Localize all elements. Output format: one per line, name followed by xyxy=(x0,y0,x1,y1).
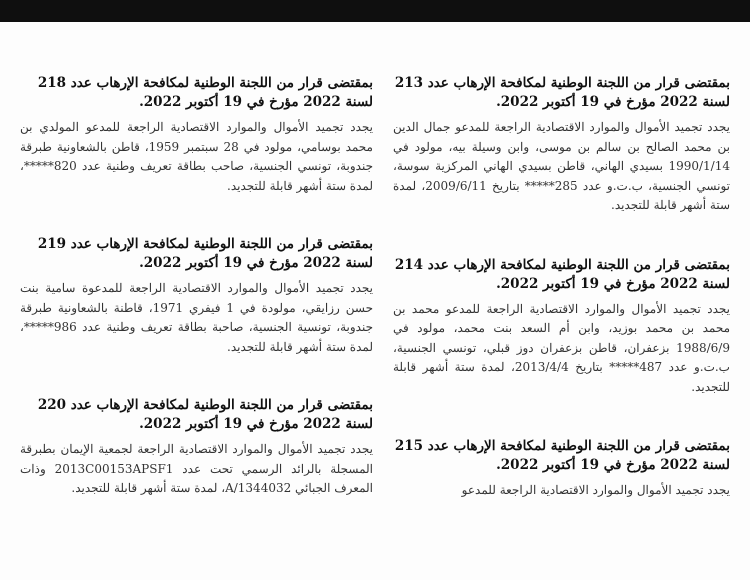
decree-title: بمقتضى قرار من اللجنة الوطنية لمكافحة الإرهاب عدد 220 لسنة 2022 مؤرخ في 19 أكتوبر 2022. xyxy=(37,397,373,432)
decree-body: يجدد تجميد الأموال والموارد الاقتصادية الراجعة للمدعو جمال الدين بن محمد الصالح بن سالم بن موسى، وابن وسيلة بيه، مولود في 1990/1/14 بسيدي الهاني، قاطن بسيدي الهاني المركزية سوسة، تونسي الجنسية، ب.ت.و عدد 285***** بتاريخ 2009/6/11، لمدة ستة أشهر قابلة للتجديد. xyxy=(393,120,730,212)
left-column xyxy=(20,74,373,538)
decree-body: يجدد تجميد الأموال والموارد الاقتصادية الراجعة للمدعو محمد بن محمد بن محمد بوزيد، وابن أم السعد بنت محمد، مولود في 1988/6/9 بزعفران، قاطن بزعفران دوز قبلي، تونسي الجنسية، ب.ت.و عدد 487***** بتاريخ 2013/4/4، لمدة ستة أشهر قابلة للتجديد. xyxy=(393,301,730,394)
decree-entry-214 xyxy=(393,256,730,398)
decree-title: بمقتضى قرار من اللجنة الوطنية لمكافحة الإرهاب عدد 218 لسنة 2022 مؤرخ في 19 أكتوبر 2022. xyxy=(37,75,373,110)
right-column xyxy=(393,74,730,541)
decree-title: بمقتضى قرار من اللجنة الوطنية لمكافحة الإرهاب عدد 214 لسنة 2022 مؤرخ في 19 أكتوبر 2022. xyxy=(394,256,730,292)
decree-entry-218 xyxy=(20,74,373,196)
decree-title: بمقتضى قرار من اللجنة الوطنية لمكافحة الإرهاب عدد 219 لسنة 2022 مؤرخ في 19 أكتوبر 2022. xyxy=(37,236,373,271)
decree-body: يجدد تجميد الأموال والموارد الاقتصادية الراجعة لجمعية الإيمان بطبرقة المسجلة بالرائد الرسمي تحت عدد 2013C00153APSF1 وذات المعرف الجبائي A/1344032، لمدة ستة أشهر قابلة للتجديد. xyxy=(20,442,373,495)
top-bar xyxy=(0,0,750,22)
decree-body: يجدد تجميد الأموال والموارد الاقتصادية الراجعة للمدعوة سامية بنت حسن رزايقي، مولودة في 1 فيفري 1971، قاطنة بالشعاونية طبرقة جندوبة، تونسية الجنسية، صاحبة بطاقة تعريف وطنية عدد 986*****، لمدة ستة أشهر قابلة للتجديد. xyxy=(20,281,373,354)
decree-entry-219 xyxy=(20,235,373,357)
decree-entry-215 xyxy=(393,437,730,501)
decree-entry-220 xyxy=(20,396,373,499)
decree-body: يجدد تجميد الأموال والموارد الاقتصادية الراجعة للمدعو xyxy=(461,483,730,497)
decree-title: بمقتضى قرار من اللجنة الوطنية لمكافحة الإرهاب عدد 215 لسنة 2022 مؤرخ في 19 أكتوبر 2022. xyxy=(394,438,730,473)
decree-title: بمقتضى قرار من اللجنة الوطنية لمكافحة الإرهاب عدد 213 لسنة 2022 مؤرخ في 19 أكتوبر 2022. xyxy=(394,75,730,110)
decree-entry-213 xyxy=(393,74,730,216)
decree-body: يجدد تجميد الأموال والموارد الاقتصادية الراجعة للمدعو المولدي بن محمد بوسامي، مولود في 28 سبتمبر 1959، قاطن بالشعاونية طبرقة جندوبة، تونسي الجنسية، صاحب بطاقة تعريف وطنية عدد 820*****، لمدة ستة أشهر قابلة للتجديد. xyxy=(20,120,373,193)
